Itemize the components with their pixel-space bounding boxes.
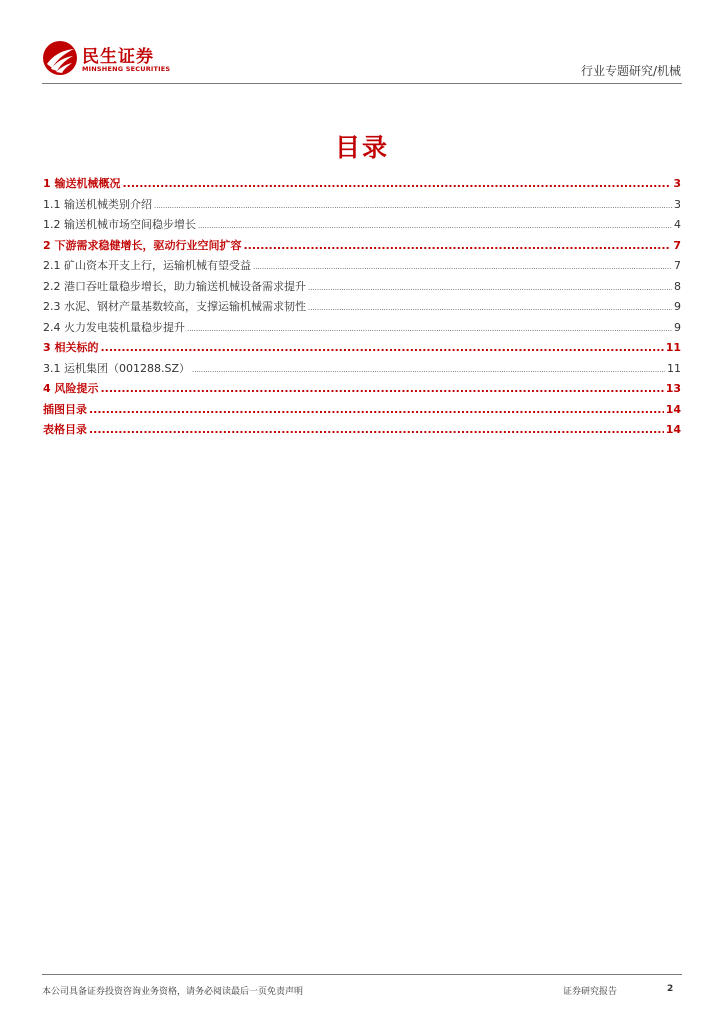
toc-dot-leader xyxy=(187,319,672,340)
toc-entry-page: 13 xyxy=(665,382,681,395)
header-divider xyxy=(42,83,682,84)
toc-dot-leader xyxy=(89,400,664,421)
toc-dot-leader xyxy=(89,420,664,441)
toc-entry[interactable] xyxy=(43,195,681,216)
toc-entry-title: 1.1 输送机械类别介绍 xyxy=(43,197,152,211)
toc-entry[interactable] xyxy=(43,379,681,400)
toc-entry-title: 3 相关标的 xyxy=(43,341,99,354)
toc-entry-title: 2 下游需求稳健增长，驱动行业空间扩容 xyxy=(43,238,242,252)
toc-entry-page: 9 xyxy=(674,300,681,313)
toc-entry[interactable] xyxy=(43,174,681,195)
toc-dot-leader xyxy=(100,379,663,400)
page-header xyxy=(0,0,724,90)
logo-english-name: MINSHENG SECURITIES xyxy=(82,65,171,73)
toc-entry[interactable] xyxy=(43,236,681,257)
toc-entry[interactable] xyxy=(43,297,681,318)
toc-entry-page: 11 xyxy=(665,341,681,354)
toc-entry-title: 表格目录 xyxy=(43,423,87,436)
logo-chinese-name: 民生证券 xyxy=(82,47,154,67)
toc-entry-page: 14 xyxy=(665,423,681,436)
toc-entry[interactable] xyxy=(43,359,681,380)
toc-entry-title: 3.1 运机集团（001288.SZ） xyxy=(43,361,190,375)
toc-entry[interactable] xyxy=(43,338,681,359)
footer-report-type: 证券研究报告 xyxy=(563,987,618,997)
toc-dot-leader xyxy=(122,174,671,195)
toc-entry[interactable] xyxy=(43,277,681,298)
toc-entry-title: 插图目录 xyxy=(43,402,87,416)
toc-entry-page: 11 xyxy=(667,361,681,375)
toc-entry-title: 2.4 火力发电装机量稳步提升 xyxy=(43,320,185,334)
toc-entry[interactable] xyxy=(43,215,681,236)
toc-dot-leader xyxy=(308,298,672,319)
toc-entry-page: 3 xyxy=(674,197,681,211)
minsheng-logo-icon xyxy=(42,40,78,76)
toc-dot-leader xyxy=(154,196,672,217)
toc-title: 目录 xyxy=(334,133,389,162)
toc-dot-leader xyxy=(100,338,663,359)
toc-dot-leader xyxy=(243,236,671,257)
toc-entry[interactable] xyxy=(43,256,681,277)
toc-entry-page: 7 xyxy=(674,259,681,272)
toc-entry[interactable] xyxy=(43,400,681,421)
toc-entry-page: 7 xyxy=(673,238,681,252)
toc-entry-title: 1 输送机械概况 xyxy=(43,177,121,190)
toc-entry-page: 3 xyxy=(673,177,681,190)
toc-entry-page: 4 xyxy=(674,218,681,231)
toc-entry-title: 2.2 港口吞吐量稳步增长，助力输送机械设备需求提升 xyxy=(43,279,306,293)
minsheng-logo xyxy=(42,40,182,76)
toc-entry[interactable] xyxy=(43,420,681,441)
page-number: 2 xyxy=(667,984,674,994)
toc-dot-leader xyxy=(253,257,672,278)
toc-dot-leader xyxy=(192,360,665,381)
toc-entry-page: 9 xyxy=(674,320,681,334)
table-of-contents xyxy=(43,174,681,441)
toc-entry-title: 1.2 输送机械市场空间稳步增长 xyxy=(43,218,196,231)
toc-entry[interactable] xyxy=(43,318,681,339)
toc-entry-page: 8 xyxy=(674,279,681,293)
toc-entry-title: 4 风险提示 xyxy=(43,382,99,395)
toc-dot-leader xyxy=(198,216,672,237)
toc-entry-title: 2.3 水泥、钢材产量基数较高，支撑运输机械需求韧性 xyxy=(43,300,306,313)
toc-entry-title: 2.1 矿山资本开支上行，运输机械有望受益 xyxy=(43,259,251,272)
toc-dot-leader xyxy=(308,278,672,299)
toc-entry-page: 14 xyxy=(665,402,681,416)
report-category: 行业专题研究/机械 xyxy=(580,64,681,78)
footer-disclaimer: 本公司具备证券投资咨询业务资格，请务必阅读最后一页免责声明 xyxy=(42,987,304,997)
footer-divider xyxy=(42,974,682,975)
